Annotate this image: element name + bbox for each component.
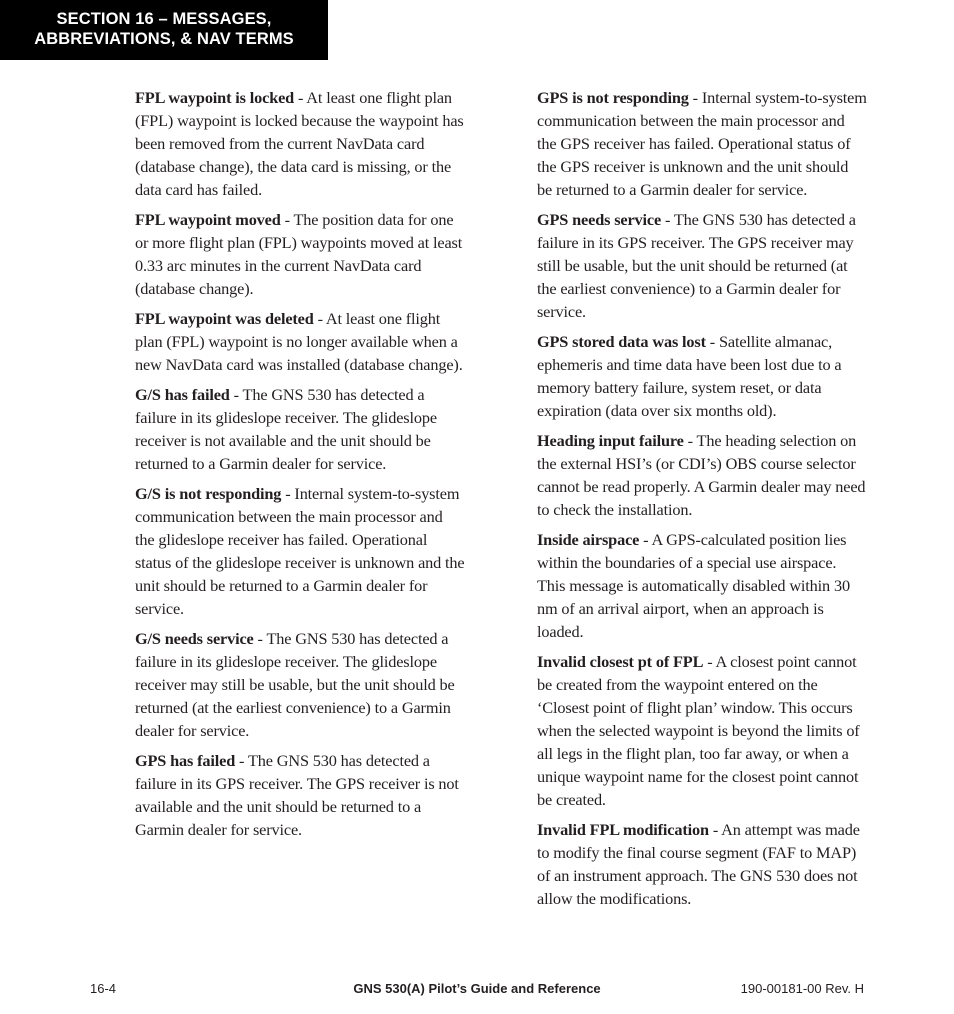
message-description: - A closest point cannot be created from the waypoint entered on the ‘Closest point of flight plan’ window. This occurs when the selected waypoint is beyond the limits of all legs in the flight plan, too far away, or when a unique waypoint name for the closest point cannot be created. [537, 652, 860, 809]
message-description: - The GNS 530 has detected a failure in its glideslope receiver. The glideslope receiver may still be usable, but the unit should be returned (at the earliest convenience) to a Garmin dealer for service. [135, 629, 455, 740]
section-header-tab [0, 0, 328, 60]
message-term: GPS needs service [537, 210, 662, 229]
message-description: - The position data for one or more flight plan (FPL) waypoints moved at least 0.33 arc minutes in the current NavData card (database change). [135, 210, 463, 298]
message-term: Heading input failure [537, 431, 684, 450]
message-entry-gs-not-responding [135, 482, 465, 620]
message-term: FPL waypoint moved [135, 210, 281, 229]
left-column [135, 86, 465, 848]
message-entry-gps-stored-data-lost [537, 330, 867, 422]
message-term: FPL waypoint is locked [135, 88, 295, 107]
message-term: GPS is not responding [537, 88, 689, 107]
message-description: - At least one flight plan (FPL) waypoint is no longer available when a new NavData card was installed (database change). [135, 309, 463, 374]
message-entry-fpl-waypoint-locked [135, 86, 465, 201]
message-description: - The GNS 530 has detected a failure in its glideslope receiver. The glideslope receiver is not available and the unit should be returned to a Garmin dealer for service. [135, 385, 437, 473]
page-number: 16-4 [90, 981, 117, 996]
message-term: Invalid FPL modification [537, 820, 709, 839]
message-term: GPS has failed [135, 751, 236, 770]
message-entry-fpl-waypoint-deleted [135, 307, 465, 376]
section-title-line2: ABBREVIATIONS, & NAV TERMS [34, 30, 294, 48]
message-description: - The GNS 530 has detected a failure in its GPS receiver. The GPS receiver is not available and the unit should be returned to a Garmin dealer for service. [135, 751, 459, 839]
message-term: Inside airspace [537, 530, 640, 549]
right-column [537, 86, 867, 917]
message-description: - The heading selection on the external HSI’s (or CDI’s) OBS course selector cannot be read properly. A Garmin dealer may need to check the installation. [537, 431, 866, 519]
message-entry-heading-input-failure [537, 429, 867, 521]
message-entry-gps-has-failed [135, 749, 465, 841]
message-entry-invalid-closest-pt [537, 650, 867, 811]
message-term: G/S has failed [135, 385, 230, 404]
message-description: - Satellite almanac, ephemeris and time data have been lost due to a memory battery failure, system reset, or data expiration (data over six months old). [537, 332, 842, 420]
message-entry-gps-needs-service [537, 208, 867, 323]
message-term: FPL waypoint was deleted [135, 309, 314, 328]
message-description: - The GNS 530 has detected a failure in its GPS receiver. The GPS receiver may still be usable, but the unit should be returned (at the earliest convenience) to a Garmin dealer for service. [537, 210, 856, 321]
guide-title: GNS 530(A) Pilot’s Guide and Reference [353, 981, 601, 996]
page-footer [0, 979, 954, 999]
message-entry-inside-airspace [537, 528, 867, 643]
message-entry-fpl-waypoint-moved [135, 208, 465, 300]
message-entry-gs-has-failed [135, 383, 465, 475]
message-description: - At least one flight plan (FPL) waypoint is locked because the waypoint has been removed from the current NavData card (database change), the data card is missing, or the data card has failed. [135, 88, 464, 199]
message-description: - An attempt was made to modify the final course segment (FAF to MAP) of an instrument approach. The GNS 530 does not allow the modifications. [537, 820, 860, 908]
section-title-line1: SECTION 16 – MESSAGES, [56, 10, 272, 28]
message-description: - Internal system-to-system communication between the main processor and the glideslope receiver has failed. Operational status of the glideslope receiver is unknown and the unit should be returned to a Garmin dealer for service. [135, 484, 465, 618]
message-entry-invalid-fpl-modification [537, 818, 867, 910]
message-term: Invalid closest pt of FPL [537, 652, 704, 671]
document-id: 190-00181-00 Rev. H [740, 981, 864, 996]
message-entry-gs-needs-service [135, 627, 465, 742]
message-description: - A GPS-calculated position lies within the boundaries of a special use airspace. This message is automatically disabled within 30 nm of an arrival airport, when an approach is loaded. [537, 530, 850, 641]
message-description: - Internal system-to-system communication between the main processor and the GPS receiver has failed. Operational status of the GPS receiver is unknown and the unit should be returned to a Garmin dealer for service. [537, 88, 867, 199]
message-entry-gps-not-responding [537, 86, 867, 201]
message-term: G/S is not responding [135, 484, 282, 503]
message-term: G/S needs service [135, 629, 254, 648]
message-term: GPS stored data was lost [537, 332, 706, 351]
